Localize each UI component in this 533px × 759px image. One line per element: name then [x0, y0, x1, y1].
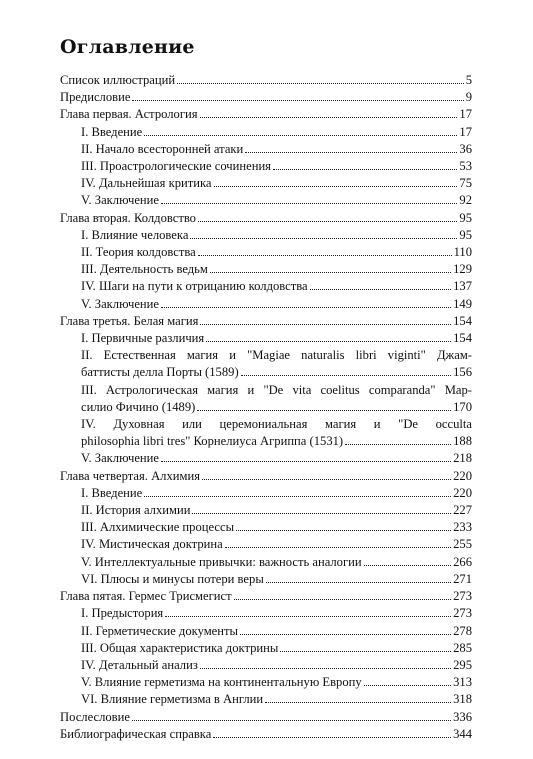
dot-leader — [198, 210, 457, 222]
toc-chapter-entry[interactable] — [60, 210, 472, 227]
toc-page-number: 188 — [453, 434, 472, 449]
dot-leader — [214, 175, 458, 187]
dot-leader — [202, 468, 451, 480]
dot-leader — [200, 106, 458, 118]
toc-page-number: 233 — [453, 520, 472, 535]
dot-leader — [192, 502, 451, 514]
toc-entry-label: Глава пятая. Гермес Трисмегист — [60, 589, 232, 604]
dot-leader — [144, 124, 457, 136]
toc-entry-label: II. Начало всесторонней атаки — [81, 141, 244, 156]
toc-entry-label: I. Влияние человека — [81, 227, 189, 242]
toc-entry-label-line1: II. Естественная магия и "Magiae naturalis libri viginti" Джам- — [81, 348, 472, 363]
dot-leader — [197, 399, 451, 411]
toc-page-number: 110 — [453, 245, 472, 260]
toc-section-entry[interactable] — [60, 227, 472, 244]
toc-section-entry[interactable] — [60, 261, 472, 278]
dot-leader — [225, 536, 451, 548]
toc-page-number: 285 — [453, 640, 472, 655]
toc-chapter-entry[interactable] — [60, 72, 472, 89]
toc-page-number: 313 — [453, 675, 472, 690]
toc-page-number: 227 — [453, 503, 472, 518]
toc-page-number: 9 — [465, 90, 472, 105]
dot-leader — [265, 691, 451, 703]
toc-page-number: 53 — [459, 159, 472, 174]
toc-section-entry[interactable] — [60, 605, 472, 622]
toc-entry-label: III. Проастрологические сочинения — [81, 159, 271, 174]
toc-chapter-entry[interactable] — [60, 588, 472, 605]
toc-chapter-entry[interactable] — [60, 468, 472, 485]
toc-section-entry[interactable] — [60, 278, 472, 295]
toc-page-number: 17 — [459, 107, 472, 122]
toc-section-entry[interactable] — [60, 158, 472, 175]
toc-chapter-entry[interactable] — [60, 313, 472, 330]
toc-entry-label: I. Введение — [81, 124, 143, 139]
toc-section-entry[interactable] — [60, 640, 472, 657]
toc-entry-label: II. Герметические документы — [81, 623, 238, 638]
toc-entry-label: III. Деятельность ведьм — [81, 262, 208, 277]
toc-entry-label: V. Интеллектуальные привычки: важность аналогии — [81, 554, 362, 569]
toc-section-entry[interactable] — [60, 519, 472, 536]
toc-page-number: 149 — [453, 296, 472, 311]
toc-page-number: 95 — [459, 210, 472, 225]
dot-leader — [240, 623, 451, 635]
toc-section-entry[interactable] — [60, 485, 472, 502]
toc-page-number: 137 — [453, 279, 472, 294]
dot-leader — [364, 674, 451, 686]
toc-entry-label: Глава вторая. Колдовство — [60, 210, 196, 225]
toc-entry-label: Библиографическая справка — [60, 726, 212, 741]
toc-section-entry[interactable] — [60, 674, 472, 691]
toc-entry-label-line2: philosophia libri tres" Корнелиуса Агриппа (1531) — [81, 434, 344, 449]
toc-entry-label: Глава четвертая. Алхимия — [60, 468, 201, 483]
dot-leader — [200, 313, 451, 325]
page-title: Оглавление — [60, 36, 195, 58]
table-of-contents — [60, 72, 472, 743]
toc-section-entry[interactable] — [60, 691, 472, 708]
toc-section-entry[interactable] — [60, 330, 472, 347]
toc-entry-label: III. Алхимические процессы — [81, 520, 235, 535]
toc-section-entry[interactable] — [60, 502, 472, 519]
dot-leader — [234, 588, 451, 600]
toc-page-number: 170 — [453, 399, 472, 414]
toc-section-entry[interactable] — [60, 554, 472, 571]
dot-leader — [132, 89, 463, 101]
toc-page-number: 278 — [453, 623, 472, 638]
toc-entry-label: Глава третья. Белая магия — [60, 313, 199, 328]
dot-leader — [210, 261, 451, 273]
dot-leader — [310, 278, 452, 290]
toc-entry-label: II. Теория колдовства — [81, 245, 196, 260]
dot-leader — [280, 640, 451, 652]
toc-page-number: 154 — [453, 331, 472, 346]
toc-entry-label: IV. Детальный анализ — [81, 657, 198, 672]
toc-page-number: 129 — [453, 262, 472, 277]
toc-entry-label-line2: баттисты делла Порты (1589) — [81, 365, 239, 380]
toc-page-number: 266 — [453, 554, 472, 569]
toc-entry-label: IV. Дальнейшая критика — [81, 176, 212, 191]
dot-leader — [241, 364, 451, 376]
dot-leader — [266, 571, 451, 583]
toc-page-number: 273 — [453, 589, 472, 604]
dot-leader — [198, 244, 452, 256]
toc-section-entry[interactable] — [60, 571, 472, 588]
toc-entry-label: Список иллюстраций — [60, 73, 176, 87]
toc-entry-label: I. Первичные различия — [81, 331, 205, 346]
toc-entry-label: V. Влияние герметизма на континентальную Европу — [81, 675, 362, 690]
dot-leader — [132, 709, 451, 721]
toc-page-number: 218 — [453, 451, 472, 466]
dot-leader — [161, 450, 451, 462]
toc-page-number: 220 — [453, 468, 472, 483]
toc-page-number: 255 — [453, 537, 472, 552]
toc-page-number: 17 — [459, 124, 472, 139]
dot-leader — [364, 554, 451, 566]
toc-section-entry[interactable] — [60, 347, 472, 381]
toc-page-number: 273 — [453, 606, 472, 621]
toc-entry-label: III. Общая характеристика доктрины — [81, 640, 279, 655]
dot-leader — [161, 296, 451, 308]
toc-entry-label-line1: III. Астрологическая магия и "De vita coelitus comparanda" Мар- — [81, 382, 472, 397]
dot-leader — [245, 141, 457, 153]
toc-page-number: 271 — [453, 571, 472, 586]
toc-chapter-entry[interactable] — [60, 106, 472, 123]
toc-chapter-entry[interactable] — [60, 709, 472, 726]
toc-section-entry[interactable] — [60, 244, 472, 261]
toc-page-number: 156 — [453, 365, 472, 380]
toc-entry-label: Послесловие — [60, 709, 130, 724]
toc-entry-label: IV. Мистическая доктрина — [81, 537, 223, 552]
toc-chapter-entry[interactable] — [60, 89, 472, 106]
toc-entry-label: Предисловие — [60, 90, 131, 105]
toc-entry-label: V. Заключение — [81, 451, 159, 466]
toc-section-entry[interactable] — [60, 175, 472, 192]
toc-entry-label: I. Предыстория — [81, 606, 164, 621]
toc-entry-label-line2: силио Фичино (1489) — [81, 399, 196, 414]
toc-page-number: 154 — [453, 313, 472, 328]
toc-section-entry[interactable] — [60, 450, 472, 467]
toc-page-number: 336 — [453, 709, 472, 724]
toc-section-entry[interactable] — [60, 141, 472, 158]
toc-page-number: 95 — [459, 227, 472, 242]
dot-leader — [165, 605, 451, 617]
toc-section-entry[interactable] — [60, 124, 472, 141]
toc-page-number: 344 — [453, 726, 472, 741]
dot-leader — [206, 330, 451, 342]
dot-leader — [144, 485, 451, 497]
dot-leader — [273, 158, 457, 170]
toc-section-entry[interactable] — [60, 296, 472, 313]
toc-section-entry[interactable] — [60, 192, 472, 209]
toc-entry-label: IV. Шаги на пути к отрицанию колдовства — [81, 279, 308, 294]
toc-chapter-entry[interactable] — [60, 726, 472, 743]
toc-page-number: 92 — [459, 193, 472, 208]
toc-entry-label: Глава первая. Астрология — [60, 107, 198, 122]
toc-page-number: 5 — [465, 73, 472, 87]
toc-page-number: 220 — [453, 485, 472, 500]
dot-leader — [177, 72, 464, 84]
toc-page-number: 75 — [459, 176, 472, 191]
toc-entry-label: I. Введение — [81, 485, 143, 500]
dot-leader — [200, 657, 451, 669]
toc-section-entry[interactable] — [60, 623, 472, 640]
toc-section-entry[interactable] — [60, 382, 472, 416]
toc-section-entry[interactable] — [60, 536, 472, 553]
toc-entry-label: VI. Влияние герметизма в Англии — [81, 692, 264, 707]
dot-leader — [213, 726, 451, 738]
dot-leader — [345, 433, 451, 445]
toc-page-number: 318 — [453, 692, 472, 707]
toc-page-number: 36 — [459, 141, 472, 156]
toc-entry-label: V. Заключение — [81, 193, 159, 208]
toc-entry-label: VI. Плюсы и минусы потери веры — [81, 571, 264, 586]
dot-leader — [190, 227, 457, 239]
toc-section-entry[interactable] — [60, 657, 472, 674]
dot-leader — [161, 192, 457, 204]
toc-entry-label: V. Заключение — [81, 296, 159, 311]
dot-leader — [236, 519, 451, 531]
toc-entry-label: II. История алхимии — [81, 503, 191, 518]
toc-page-number: 295 — [453, 657, 472, 672]
toc-entry-label-line1: IV. Духовная или церемониальная магия и "De occulta — [81, 417, 472, 432]
toc-section-entry[interactable] — [60, 416, 472, 450]
